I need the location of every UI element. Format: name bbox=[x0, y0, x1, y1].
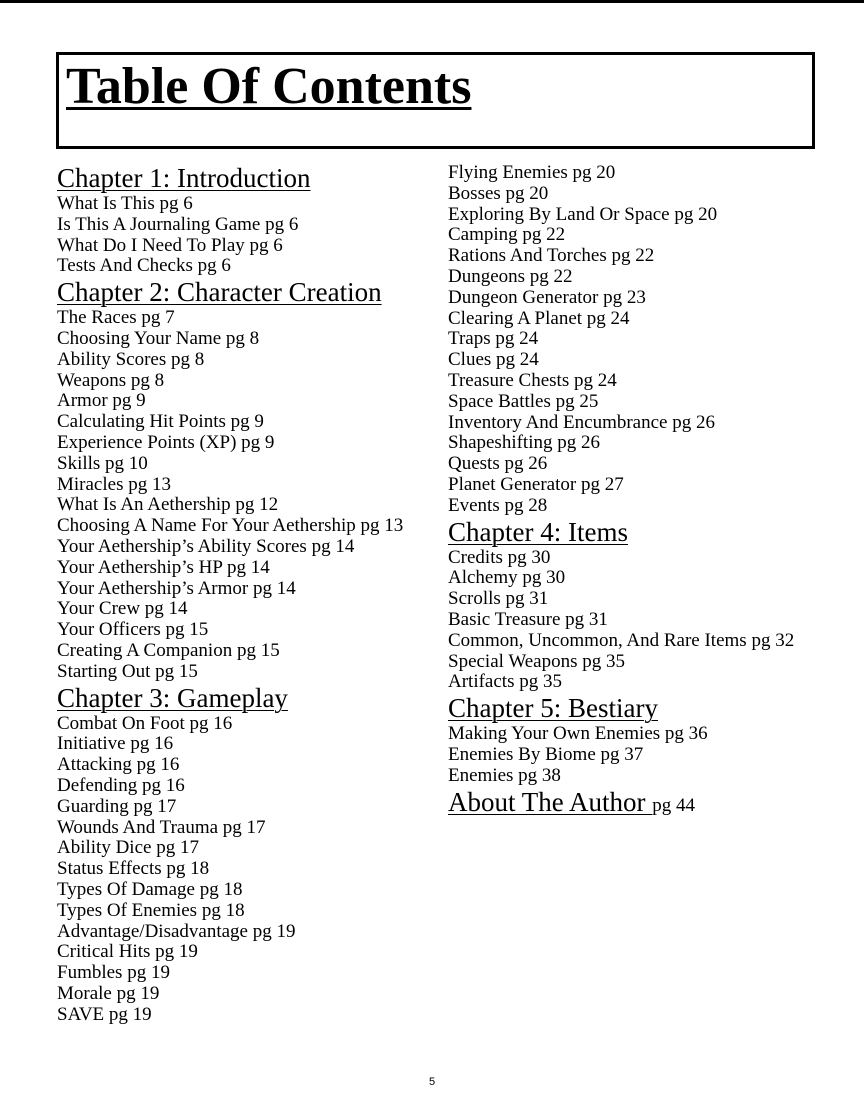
toc-entry: Artifacts pg 35 bbox=[448, 671, 562, 693]
toc-entry: Scrolls pg 31 bbox=[448, 588, 549, 610]
toc-chapter-heading bbox=[448, 787, 794, 821]
toc-chapter-title: Chapter 2: Character Creation bbox=[57, 277, 382, 308]
toc-entry: Events pg 28 bbox=[448, 494, 548, 516]
toc-entry: Guarding pg 17 bbox=[57, 795, 177, 817]
toc-entry: Choosing A Name For Your Aethership pg 13 bbox=[57, 515, 404, 537]
toc-left-column bbox=[57, 163, 403, 1025]
toc-entry: Skills pg 10 bbox=[57, 452, 148, 474]
toc-entry: Credits pg 30 bbox=[448, 546, 551, 568]
toc-entry: Critical Hits pg 19 bbox=[57, 941, 198, 963]
toc-entry: Starting Out pg 15 bbox=[57, 660, 198, 682]
toc-entry: Rations And Torches pg 22 bbox=[448, 245, 655, 267]
toc-entry: Planet Generator pg 27 bbox=[448, 473, 624, 495]
toc-entry: Alchemy pg 30 bbox=[448, 567, 566, 589]
toc-entry: Experience Points (XP) pg 9 bbox=[57, 431, 275, 453]
toc-entry: Choosing Your Name pg 8 bbox=[57, 327, 260, 349]
toc-entry: Tests And Checks pg 6 bbox=[57, 255, 231, 277]
toc-chapter-heading bbox=[448, 693, 794, 724]
toc-entry: Advantage/Disadvantage pg 19 bbox=[57, 920, 296, 942]
toc-entry: Creating A Companion pg 15 bbox=[57, 639, 280, 661]
toc-entry: Enemies pg 38 bbox=[448, 764, 561, 786]
toc-entry: Miracles pg 13 bbox=[57, 473, 171, 495]
toc-chapter-title: Chapter 4: Items bbox=[448, 516, 628, 547]
toc-entry: Clearing A Planet pg 24 bbox=[448, 307, 630, 329]
toc-chapter-title: About The Author bbox=[448, 786, 653, 817]
toc-chapter-heading bbox=[57, 163, 403, 194]
toc-entry: Making Your Own Enemies pg 36 bbox=[448, 723, 708, 745]
toc-entry: Dungeons pg 22 bbox=[448, 265, 573, 287]
top-border-rule bbox=[0, 0, 864, 3]
toc-entry: Camping pg 22 bbox=[448, 224, 566, 246]
toc-entry: Ability Scores pg 8 bbox=[57, 348, 205, 370]
toc-entry: Your Officers pg 15 bbox=[57, 619, 209, 641]
toc-entry: Types Of Enemies pg 18 bbox=[57, 899, 245, 921]
toc-entry: Common, Uncommon, And Rare Items pg 32 bbox=[448, 629, 795, 651]
toc-entry: Shapeshifting pg 26 bbox=[448, 432, 600, 454]
toc-entry: What Is An Aethership pg 12 bbox=[57, 494, 279, 516]
toc-entry: Fumbles pg 19 bbox=[57, 962, 170, 984]
toc-entry: Initiative pg 16 bbox=[57, 733, 174, 755]
toc-entry: What Do I Need To Play pg 6 bbox=[57, 234, 283, 256]
toc-entry: Morale pg 19 bbox=[57, 982, 160, 1004]
toc-chapter-title: Chapter 1: Introduction bbox=[57, 163, 311, 193]
toc-entry: Combat On Foot pg 16 bbox=[57, 712, 233, 734]
toc-entry: Defending pg 16 bbox=[57, 774, 185, 796]
toc-entry: Basic Treasure pg 31 bbox=[448, 608, 608, 630]
toc-chapter-title: Chapter 5: Bestiary bbox=[448, 693, 658, 724]
toc-entry: Is This A Journaling Game pg 6 bbox=[57, 213, 299, 235]
title-box bbox=[56, 52, 815, 149]
toc-entry: Traps pg 24 bbox=[448, 328, 539, 350]
toc-entry: Enemies By Biome pg 37 bbox=[448, 743, 644, 765]
toc-entry: Flying Enemies pg 20 bbox=[448, 162, 616, 183]
toc-entry: Your Crew pg 14 bbox=[57, 598, 188, 620]
toc-entry: Your Aethership’s Armor pg 14 bbox=[57, 577, 296, 599]
toc-entry: Attacking pg 16 bbox=[57, 754, 180, 776]
toc-entry: Inventory And Encumbrance pg 26 bbox=[448, 411, 715, 433]
toc-entry: What Is This pg 6 bbox=[57, 193, 193, 214]
page-title: Table Of Contents bbox=[66, 58, 472, 115]
toc-chapter-heading bbox=[57, 683, 403, 714]
toc-chapter-title: Chapter 3: Gameplay bbox=[57, 682, 288, 713]
toc-entry: Wounds And Trauma pg 17 bbox=[57, 816, 266, 838]
toc-entry: Special Weapons pg 35 bbox=[448, 650, 626, 672]
toc-entry: Space Battles pg 25 bbox=[448, 390, 599, 412]
toc-entry: Dungeon Generator pg 23 bbox=[448, 286, 646, 308]
page-number: 5 bbox=[428, 1076, 436, 1088]
toc-entry: Quests pg 26 bbox=[448, 453, 548, 475]
toc-entry: Exploring By Land Or Space pg 20 bbox=[448, 203, 718, 225]
toc-entry: Your Aethership’s Ability Scores pg 14 bbox=[57, 535, 355, 557]
toc-entry: Status Effects pg 18 bbox=[57, 858, 210, 880]
toc-entry: Clues pg 24 bbox=[448, 349, 539, 371]
toc-chapter-page: pg 44 bbox=[652, 794, 695, 816]
toc-right-column bbox=[448, 163, 794, 821]
toc-chapter-heading bbox=[448, 517, 794, 548]
toc-entry: Calculating Hit Points pg 9 bbox=[57, 411, 264, 433]
toc-entry: Your Aethership’s HP pg 14 bbox=[57, 556, 270, 578]
toc-entry: Ability Dice pg 17 bbox=[57, 837, 199, 859]
toc-entry: The Races pg 7 bbox=[57, 307, 175, 329]
toc-entry: Armor pg 9 bbox=[57, 390, 146, 412]
toc-entry: Weapons pg 8 bbox=[57, 369, 165, 391]
toc-entry: SAVE pg 19 bbox=[57, 1003, 152, 1025]
toc-chapter-heading bbox=[57, 277, 403, 308]
toc-entry: Types Of Damage pg 18 bbox=[57, 878, 243, 900]
toc-entry: Treasure Chests pg 24 bbox=[448, 369, 617, 391]
toc-entry: Bosses pg 20 bbox=[448, 182, 549, 204]
